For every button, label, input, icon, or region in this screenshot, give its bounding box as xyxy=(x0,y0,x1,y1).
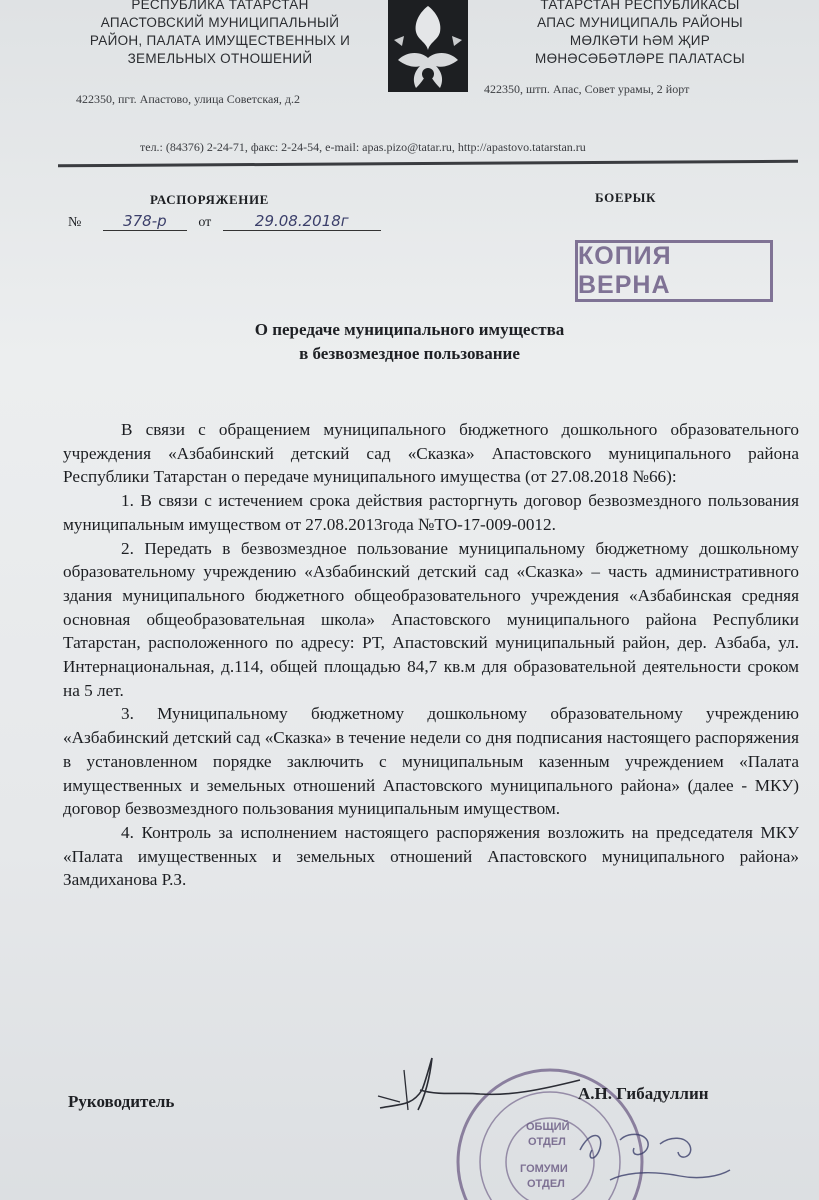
document-body xyxy=(63,418,799,892)
header-left-line: РАЙОН, ПАЛАТА ИМУЩЕСТВЕННЫХ И xyxy=(89,33,351,48)
left-address: 422350, пгт. Апастово, улица Советская, д.2 xyxy=(76,92,300,106)
header-left-line: ЗЕМЕЛЬНЫХ ОТНОШЕНИЙ xyxy=(127,51,313,66)
document-title-line-2: в безвозмездное пользование xyxy=(299,344,520,363)
document-number: 378-р xyxy=(103,212,187,231)
header-right-line: ТАТАРСТАН РЕСПУБЛИКАСЫ xyxy=(540,0,740,12)
copy-certified-stamp: КОПИЯ ВЕРНА xyxy=(575,240,773,302)
seal-text-3: ГОМУМИ xyxy=(520,1163,568,1175)
seal-text-2: ОТДЕЛ xyxy=(528,1136,566,1148)
body-item-1: 1. В связи с истечением срока действия расторгнуть договор безвозмездного пользования муниципальным имуществом от 27.08.2013года №ТО-17-009-0012. xyxy=(63,491,799,534)
number-label: № xyxy=(68,215,82,230)
header-left-line: АПАСТОВСКИЙ МУНИЦИПАЛЬНЫЙ xyxy=(100,15,340,30)
body-item-2: 2. Передать в безвозмездное пользование муниципальному бюджетному дошкольному образовательному учреждению «Азбабинский детский сад «Сказка» – часть административного здания муниципального бюджетного общеобразовательного учреждения «Азбабинская средняя основная общеобразовательная школа» Апастовского муниципального района Республики Татарстан, расположенного по адресу: РТ, Апастовский муниципальный район, дер. Азбаба, ул. Интернациональная, д.114, общей площадью 84,7 кв.м для образовательной деятельности сроком на 5 лет. xyxy=(63,538,799,700)
number-date-line xyxy=(68,212,381,231)
document-kind-ru: РАСПОРЯЖЕНИЕ xyxy=(150,192,269,207)
contacts-line: тел.: (84376) 2-24-71, факс: 2-24-54, e-mail: apas.pizo@tatar.ru, http://apastovo.tatarstan.ru xyxy=(140,140,586,154)
header-right-line: МӨЛКӘТИ ҺӘМ ҖИР xyxy=(569,33,711,48)
right-address: 422350, штп. Апас, Совет урамы, 2 йорт xyxy=(484,82,690,96)
header-left-line: РЕСПУБЛИКА ТАТАРСТАН xyxy=(131,0,309,12)
body-item-3: 3. Муниципальному бюджетному дошкольному образовательному учреждению «Азбабинский детский сад «Сказка» в течение недели со дня подписания настоящего распоряжения в установленном порядке заключить с муниципальным казенным учреждением «Палата имущественных и земельных отношений Апастовского муниципального района» (далее - МКУ) договор безвозмездного пользования муниципальным имуществом. xyxy=(63,704,799,819)
body-intro: В связи с обращением муниципального бюджетного дошкольного образовательного учреждения «Азбабинский детский сад «Сказка» Апастовского муниципального района Республики Татарстан о передаче муниципального имущества (от 27.08.2018 №66): xyxy=(63,420,799,487)
signer-role: Руководитель xyxy=(68,1092,175,1111)
signature-icon xyxy=(360,1050,590,1130)
header-right-line: АПАС МУНИЦИПАЛЬ РАЙОНЫ xyxy=(537,15,743,30)
header-left-block xyxy=(60,0,380,68)
header-right-block xyxy=(490,0,790,68)
seal-text-4: ОТДЕЛ xyxy=(527,1178,565,1190)
document-kind-tt: БОЕРЫК xyxy=(595,190,657,205)
document-date: 29.08.2018г xyxy=(223,212,381,231)
seal-text-1: ОБЩИЙ xyxy=(526,1121,570,1133)
date-label: от xyxy=(198,215,212,230)
handwritten-note-icon xyxy=(560,1110,740,1200)
body-item-4: 4. Контроль за исполнением настоящего распоряжения возложить на председателя МКУ «Палата имущественных и земельных отношений Апастовского муниципального района» Замдиханова Р.З. xyxy=(63,822,799,890)
header-right-line: МӨНӘСӘБӘТЛӘРЕ ПАЛАТАСЫ xyxy=(535,51,745,66)
document-title-line-1: О передаче муниципального имущества xyxy=(254,320,565,339)
header-divider xyxy=(58,160,798,168)
republic-emblem-icon xyxy=(384,0,472,98)
signer-name: А.Н. Гибадуллин xyxy=(578,1084,709,1103)
